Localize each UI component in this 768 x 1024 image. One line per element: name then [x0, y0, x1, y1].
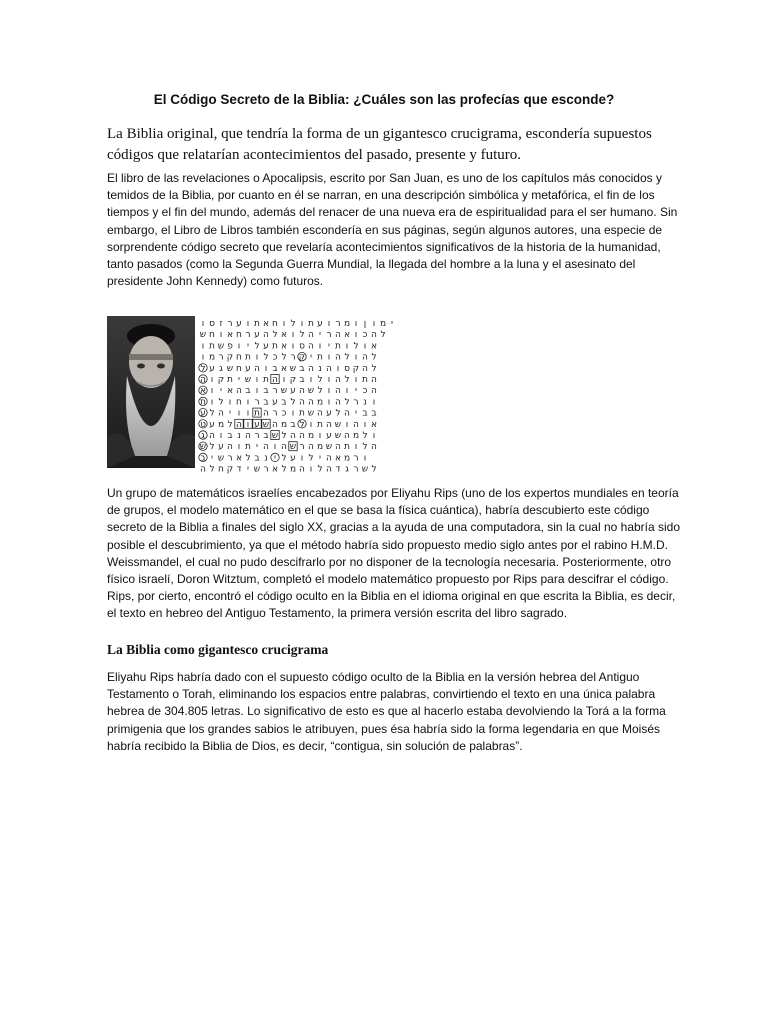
- hebrew-letter: י: [318, 330, 322, 341]
- hebrew-letter: י: [327, 341, 331, 352]
- hebrew-letter: ח: [236, 352, 242, 363]
- hebrew-letter: ו: [282, 319, 286, 329]
- hebrew-letter: ר: [326, 330, 332, 341]
- hebrew-letter: ח: [218, 464, 224, 475]
- hebrew-letter: ו: [345, 341, 349, 352]
- hebrew-letter: ה: [227, 442, 233, 453]
- hebrew-letter: ע: [263, 341, 269, 352]
- hebrew-letter: ו: [201, 352, 205, 363]
- hebrew-letter: ת: [209, 341, 215, 352]
- hebrew-letter: ו: [345, 386, 349, 397]
- hebrew-letter: ו: [363, 419, 367, 430]
- hebrew-letter: ו: [201, 341, 205, 352]
- hebrew-letter: ע: [317, 319, 323, 329]
- hebrew-letter: ה: [326, 464, 332, 475]
- hebrew-letter: ל: [335, 408, 341, 419]
- hebrew-letter: ש: [361, 464, 369, 475]
- hebrew-letter: ו: [372, 319, 376, 329]
- hebrew-letter: ה: [326, 419, 332, 430]
- hebrew-letter: ר: [218, 352, 224, 363]
- hebrew-letter: א: [271, 464, 279, 475]
- hebrew-letter: א: [370, 341, 378, 352]
- hebrew-letter: י: [246, 464, 250, 475]
- hebrew-letter: ו: [228, 397, 232, 408]
- hebrew-letter: ב: [263, 431, 269, 441]
- hebrew-letter: כ: [362, 386, 368, 397]
- hebrew-letter: ה: [299, 397, 305, 408]
- hebrew-letter: ו: [336, 363, 340, 374]
- hebrew-letter: ת: [245, 442, 251, 453]
- hebrew-letter: ה: [209, 431, 215, 441]
- hebrew-letter: ר: [227, 319, 233, 329]
- hebrew-letter: ו: [246, 397, 250, 408]
- hebrew-letter: ל: [281, 453, 287, 464]
- hebrew-letter: ע: [245, 363, 251, 374]
- hebrew-letter: ר: [353, 397, 359, 408]
- hebrew-letter: ר: [245, 330, 251, 341]
- hebrew-letter: ו: [210, 397, 214, 408]
- hebrew-letter: ב: [200, 453, 206, 464]
- hebrew-letter: ה: [335, 442, 341, 453]
- hebrew-letter: ג: [219, 363, 223, 374]
- hebrew-letter: י: [309, 352, 313, 363]
- hebrew-letter: ל: [344, 397, 350, 408]
- hebrew-letter: ו: [345, 419, 349, 430]
- hebrew-letter: ו: [363, 453, 367, 464]
- hebrew-letter: ל: [317, 375, 323, 385]
- hebrew-letter: ר: [263, 464, 269, 475]
- hebrew-letter: מ: [316, 397, 324, 408]
- hebrew-letter: א: [199, 386, 207, 397]
- hebrew-letter: ל: [209, 408, 215, 419]
- hebrew-letter: ל: [281, 431, 287, 441]
- hebrew-letter: ל: [254, 341, 260, 352]
- hebrew-letter: א: [280, 363, 288, 374]
- hebrew-letter: ת: [254, 408, 260, 419]
- hebrew-letter: ד: [236, 464, 242, 475]
- hebrew-letter: ת: [245, 352, 251, 363]
- hebrew-letter: ס: [299, 341, 305, 352]
- hebrew-letter: ה: [353, 419, 359, 430]
- hebrew-letter: ו: [246, 319, 250, 329]
- hebrew-letter: ר: [353, 464, 359, 475]
- hebrew-letter: ה: [335, 375, 341, 385]
- hebrew-letter: ו: [291, 330, 295, 341]
- hebrew-letter: ה: [236, 419, 242, 430]
- hebrew-letter: ש: [325, 442, 333, 453]
- hebrew-letter: ק: [226, 352, 234, 363]
- hebrew-letter: ה: [371, 442, 377, 453]
- hebrew-letter: ב: [272, 363, 278, 374]
- hebrew-letter: ו: [327, 386, 331, 397]
- hebrew-letter: ח: [272, 319, 278, 329]
- hebrew-letter: ת: [227, 375, 233, 385]
- hebrew-letter: ל: [299, 330, 305, 341]
- hebrew-letter: ל: [362, 442, 368, 453]
- hebrew-letter: ק: [298, 352, 306, 363]
- hebrew-letter: ו: [372, 431, 376, 441]
- hebrew-letter: ע: [272, 397, 278, 408]
- hebrew-letter: ג: [201, 431, 205, 441]
- hebrew-letter: ט: [200, 419, 206, 430]
- hebrew-letter: ה: [299, 431, 305, 441]
- hebrew-letter: ע: [290, 453, 296, 464]
- hebrew-letter: ה: [335, 330, 341, 341]
- hebrew-letter: א: [334, 453, 342, 464]
- hebrew-letter: ו: [255, 375, 259, 385]
- hebrew-letter: ה: [272, 419, 278, 430]
- hebrew-letter: ו: [273, 442, 277, 453]
- hebrew-letter: ב: [263, 386, 269, 397]
- hebrew-letter: ד: [335, 464, 341, 475]
- hebrew-letter: י: [210, 453, 214, 464]
- hebrew-letter: ר: [299, 442, 305, 453]
- hebrew-letter: ס: [344, 363, 350, 374]
- hebrew-letter: ת: [335, 341, 341, 352]
- hebrew-letter: ה: [308, 442, 314, 453]
- hebrew-letter: ש: [226, 363, 234, 374]
- hebrew-letter: ת: [263, 375, 269, 385]
- hebrew-letter: ש: [280, 386, 288, 397]
- hebrew-letter: מ: [280, 419, 288, 430]
- hebrew-letter: ה: [263, 408, 269, 419]
- hebrew-letter: ו: [327, 352, 331, 363]
- hebrew-letter: ת: [254, 319, 260, 329]
- hebrew-letter: מ: [379, 319, 387, 329]
- hebrew-letter: ו: [354, 352, 358, 363]
- hebrew-letter: ע: [254, 419, 260, 430]
- hebrew-letter: ו: [201, 319, 205, 329]
- hebrew-letter: ל: [272, 330, 278, 341]
- hebrew-letter: ה: [200, 375, 206, 385]
- hebrew-letter: ב: [299, 375, 305, 385]
- hebrew-letter: ו: [237, 442, 241, 453]
- hebrew-letter: א: [343, 330, 351, 341]
- lead-paragraph: La Biblia original, que tendría la forma de un gigantesco crucigrama, escondería supuestos códigos que relatarían acontecimientos del pasado, presente y futuro.: [107, 126, 652, 163]
- hebrew-letter: ה: [326, 453, 332, 464]
- hebrew-letter: ו: [291, 341, 295, 352]
- hebrew-letter: א: [280, 341, 288, 352]
- hebrew-letter: ו: [282, 375, 286, 385]
- hebrew-letter: ע: [236, 319, 242, 329]
- hebrew-letter: ש: [307, 386, 315, 397]
- hebrew-letter: ל: [371, 352, 377, 363]
- hebrew-letter: ה: [290, 431, 296, 441]
- hebrew-letter: ה: [371, 330, 377, 341]
- hebrew-letter: ו: [327, 397, 331, 408]
- hebrew-letter: ש: [307, 408, 315, 419]
- hebrew-letter: פ: [227, 341, 233, 352]
- hebrew-letter: א: [370, 419, 378, 430]
- hebrew-letter: כ: [281, 408, 287, 419]
- hebrew-letter: א: [280, 330, 288, 341]
- hebrew-letter: ה: [299, 464, 305, 475]
- hebrew-letter: ל: [380, 330, 386, 341]
- hebrew-letter: מ: [208, 352, 216, 363]
- hebrew-letter: ל: [281, 464, 287, 475]
- hebrew-letter: ב: [362, 408, 368, 419]
- hebrew-letter: ל: [218, 397, 224, 408]
- hebrew-letter: ש: [217, 453, 225, 464]
- hebrew-letter: ו: [210, 375, 214, 385]
- hebrew-letter: ו: [300, 453, 304, 464]
- hebrew-letter: ת: [362, 375, 368, 385]
- hebrew-letter: ת: [299, 408, 305, 419]
- hebrew-letter: ל: [344, 375, 350, 385]
- hebrew-letter: ו: [255, 386, 259, 397]
- hebrew-letter: ע: [209, 419, 215, 430]
- hebrew-letter: ש: [334, 419, 342, 430]
- hebrew-letter: ה: [254, 363, 260, 374]
- hebrew-letter: ח: [236, 397, 242, 408]
- hebrew-letter: ה: [308, 341, 314, 352]
- hebrew-letter: ק: [289, 375, 297, 385]
- hebrew-letter: ה: [371, 386, 377, 397]
- hebrew-letter: ה: [245, 431, 251, 441]
- hebrew-letter: ל: [362, 431, 368, 441]
- hebrew-letter: ה: [335, 352, 341, 363]
- hebrew-letter: ר: [272, 386, 278, 397]
- hebrew-letter: ח: [209, 330, 215, 341]
- hebrew-letter: י: [219, 386, 223, 397]
- hebrew-letter: ה: [308, 397, 314, 408]
- hebrew-letter: כ: [362, 330, 368, 341]
- hebrew-letter: ק: [352, 363, 360, 374]
- hebrew-letter: ל: [245, 453, 251, 464]
- hebrew-letter: ב: [254, 453, 260, 464]
- hebrew-letter: י: [255, 442, 259, 453]
- hebrew-letter: י: [273, 453, 277, 464]
- hebrew-letter: ו: [219, 330, 223, 341]
- hebrew-letter: ל: [344, 352, 350, 363]
- hebrew-letter: י: [228, 408, 232, 419]
- hebrew-letter: ע: [326, 431, 332, 441]
- hebrew-letter: ש: [199, 442, 207, 453]
- hebrew-letter: נ: [318, 363, 322, 374]
- hebrew-letter: ו: [318, 431, 322, 441]
- hebrew-letter: ל: [281, 352, 287, 363]
- hebrew-letter: ע: [326, 408, 332, 419]
- hebrew-letter: י: [354, 386, 358, 397]
- hebrew-letter: ו: [327, 319, 331, 329]
- hebrew-letter: ת: [200, 397, 206, 408]
- hebrew-letter: י: [318, 453, 322, 464]
- hebrew-letter: ו: [354, 330, 358, 341]
- hebrew-letter: ו: [237, 341, 241, 352]
- hebrew-letter: ל: [290, 397, 296, 408]
- hebrew-letter: ה: [308, 363, 314, 374]
- hebrew-letter: ל: [371, 464, 377, 475]
- hebrew-letter: ל: [308, 453, 314, 464]
- hebrew-letter: ה: [371, 375, 377, 385]
- hebrew-letter: י: [390, 319, 394, 329]
- hebrew-letter: ו: [300, 319, 304, 329]
- hebrew-letter: ו: [354, 375, 358, 385]
- paragraph-apocalipsis: El libro de las revelaciones o Apocalipsis, escrito por San Juan, es uno de los capítulos más conocidos y temidos de la Biblia, por cuanto en él se narran, en una descripción simbólica y metafórica, el fin de los tiempos y el fin del mundo, además del renacer de una nueva era de espiritualidad para el ser humano. Sin embargo, el Libro de Libros también escondería en sus páginas, según algunos autores, una especie de sorprendente código secreto que revelaría acontecimientos significativos de la historia de la humanidad, tanto pasados (como la Segunda Guerra Mundial, la llegada del hombre a la luna y el asesinato del presidente John Kennedy) como futuros.: [107, 171, 678, 289]
- hebrew-letter: ו: [291, 408, 295, 419]
- hebrew-letter: ב: [299, 363, 305, 374]
- hebrew-letter: ב: [371, 408, 377, 419]
- hebrew-letter: ש: [289, 442, 297, 453]
- hebrew-letter: ו: [210, 386, 214, 397]
- hebrew-letter: ש: [334, 431, 342, 441]
- hebrew-letter: מ: [343, 319, 351, 329]
- hebrew-letter: נ: [237, 431, 241, 441]
- hebrew-letter: ל: [299, 419, 305, 430]
- hebrew-letter: ו: [309, 464, 313, 475]
- hebrew-letter: ת: [317, 352, 323, 363]
- hebrew-letter: ב: [245, 386, 251, 397]
- hebrew-letter: ו: [354, 442, 358, 453]
- hebrew-letter: ח: [236, 363, 242, 374]
- hebrew-letter: י: [237, 375, 241, 385]
- hebrew-letter: ק: [217, 375, 225, 385]
- hebrew-letter: ה: [272, 375, 278, 385]
- hebrew-letter: ש: [253, 464, 261, 475]
- hebrew-letter: ס: [209, 319, 215, 329]
- hebrew-letter: ע: [200, 408, 206, 419]
- hebrew-letter: ל: [209, 442, 215, 453]
- hebrew-letter: ר: [335, 319, 341, 329]
- hebrew-letter: מ: [343, 453, 351, 464]
- hebrew-letter: א: [262, 319, 270, 329]
- hebrew-letter: ר: [272, 408, 278, 419]
- hebrew-letter: ש: [217, 341, 225, 352]
- hebrew-letter: ל: [200, 363, 206, 374]
- hebrew-letter: ה: [263, 442, 269, 453]
- hebrew-letter: ר: [227, 453, 233, 464]
- hebrew-letter: ל: [353, 341, 359, 352]
- hebrew-letter: ו: [219, 431, 223, 441]
- hebrew-letter: ע: [218, 442, 224, 453]
- hebrew-letter: ל: [290, 319, 296, 329]
- hebrew-letter: ו: [372, 397, 376, 408]
- hebrew-letter: ר: [353, 453, 359, 464]
- hebrew-letter: ו: [246, 419, 250, 430]
- hebrew-letter: ע: [254, 330, 260, 341]
- hebrew-letter: מ: [217, 419, 225, 430]
- hebrew-letter: ת: [344, 442, 350, 453]
- hebrew-letter: ה: [236, 386, 242, 397]
- hebrew-letter: ש: [271, 431, 279, 441]
- hebrew-letter: נ: [264, 453, 268, 464]
- hebrew-letter: ה: [200, 464, 206, 475]
- hebrew-letter: ל: [227, 419, 233, 430]
- hebrew-letter: ה: [281, 442, 287, 453]
- hebrew-letter: ל: [209, 464, 215, 475]
- hebrew-letter: ב: [290, 419, 296, 430]
- hebrew-letter: ב: [227, 431, 233, 441]
- hebrew-letter: מ: [289, 464, 297, 475]
- hebrew-letter: כ: [272, 352, 278, 363]
- hebrew-letter: ל: [371, 363, 377, 374]
- hebrew-letter: ו: [354, 319, 358, 329]
- hebrew-letter: ל: [263, 352, 269, 363]
- paragraph-torah-letters: Eliyahu Rips habría dado con el supuesto código oculto de la Biblia en la versión hebrea del Antiguo Testamento o Torah, eliminando los espacios entre palabras, convirtiendo el texto en una única palabra hebrea de 304.805 letras. Lo significativo de esto es que al hacerlo estaba devolviendo la Torá a la forma primigenia que los grandes sabios le atribuyen, pues ésa habría sido la forma legendaria en que Moisés habría recibido la Biblia de Dios, es decir, “contigua, sin solución de palabras”.: [107, 670, 666, 753]
- hebrew-letter: ו: [309, 419, 313, 430]
- rabbi-portrait-photo: [107, 316, 195, 468]
- hebrew-letter: ן: [363, 319, 367, 329]
- hebrew-letter: ה: [317, 408, 323, 419]
- hebrew-letter: ו: [246, 408, 250, 419]
- hebrew-letter-grid: [197, 316, 407, 476]
- hebrew-letter: ו: [318, 341, 322, 352]
- section-heading: La Biblia como gigantesco crucigrama: [107, 642, 329, 657]
- bible-code-figure: [107, 316, 407, 476]
- hebrew-letter: ה: [344, 431, 350, 441]
- hebrew-letter: ר: [290, 352, 296, 363]
- hebrew-letter: ת: [317, 419, 323, 430]
- hebrew-letter: ה: [299, 386, 305, 397]
- hebrew-letter: ע: [290, 386, 296, 397]
- hebrew-letter: ל: [317, 464, 323, 475]
- hebrew-letter: א: [235, 453, 243, 464]
- hebrew-letter: ו: [237, 408, 241, 419]
- hebrew-letter: ר: [254, 431, 260, 441]
- hebrew-letter: י: [354, 408, 358, 419]
- hebrew-letter: ו: [363, 341, 367, 352]
- hebrew-letter: ה: [335, 386, 341, 397]
- hebrew-letter: ה: [362, 363, 368, 374]
- hebrew-letter: מ: [352, 431, 360, 441]
- hebrew-letter: נ: [363, 397, 367, 408]
- hebrew-letter: א: [226, 330, 234, 341]
- hebrew-letter: ה: [335, 397, 341, 408]
- hebrew-letter: ת: [308, 319, 314, 329]
- hebrew-letter: ה: [218, 408, 224, 419]
- hebrew-letter: ב: [281, 397, 287, 408]
- hebrew-letter: ח: [236, 330, 242, 341]
- hebrew-letter: ת: [272, 341, 278, 352]
- hebrew-letter: ב: [263, 397, 269, 408]
- hebrew-letter: ה: [263, 330, 269, 341]
- hebrew-letter: ו: [327, 375, 331, 385]
- hebrew-letter: י: [246, 341, 250, 352]
- hebrew-letter: ש: [199, 330, 207, 341]
- hebrew-letter: ז: [219, 319, 223, 329]
- hebrew-letter: ו: [255, 352, 259, 363]
- hebrew-letter: ש: [262, 419, 270, 430]
- hebrew-letter: ו: [309, 375, 313, 385]
- hebrew-letter: ו: [264, 363, 268, 374]
- hebrew-letter: א: [226, 386, 234, 397]
- hebrew-letter: מ: [307, 431, 315, 441]
- hebrew-letter: ק: [226, 464, 234, 475]
- hebrew-letter: ל: [317, 386, 323, 397]
- hebrew-letter: ש: [244, 375, 252, 385]
- hebrew-letter: ג: [345, 464, 349, 475]
- hebrew-letter: ה: [326, 363, 332, 374]
- document-title: El Código Secreto de la Biblia: ¿Cuáles son las profecías que esconde?: [153, 92, 615, 107]
- paragraph-rips-discovery: Un grupo de matemáticos israelíes encabezados por Eliyahu Rips (uno de los expertos mundiales en teoría de grupos, el modelo matemático en el que se basa la física cuántica), habría descubierto este código secreto de la Biblia a finales del siglo XX, gracias a la ayuda de una computadora, sin la cual no habría sido posible el descubrimiento, ya que el método habría sido propuesto medio siglo antes por el rabino H.M.D. Weissmandel, el cual no pudo descifrarlo por no disponer de la tecnología necesaria. Posteriormente, otro físico israelí, Doron Witztum, completó el modelo matemático propuesto por Rips para descifrar el código. Rips, por cierto, encontró el código oculto en la Biblia en el idioma original en que escrita la Biblia, es decir, el texto en hebreo del Antiguo Testamento, la primera versión escrita del libro sagrado.: [107, 486, 681, 621]
- hebrew-letter: ה: [308, 330, 314, 341]
- hebrew-letter: ה: [344, 408, 350, 419]
- hebrew-letter: ש: [289, 363, 297, 374]
- hebrew-letter: ה: [362, 352, 368, 363]
- hebrew-letter: ר: [254, 397, 260, 408]
- hebrew-letter: מ: [316, 442, 324, 453]
- hebrew-letter: ע: [209, 363, 215, 374]
